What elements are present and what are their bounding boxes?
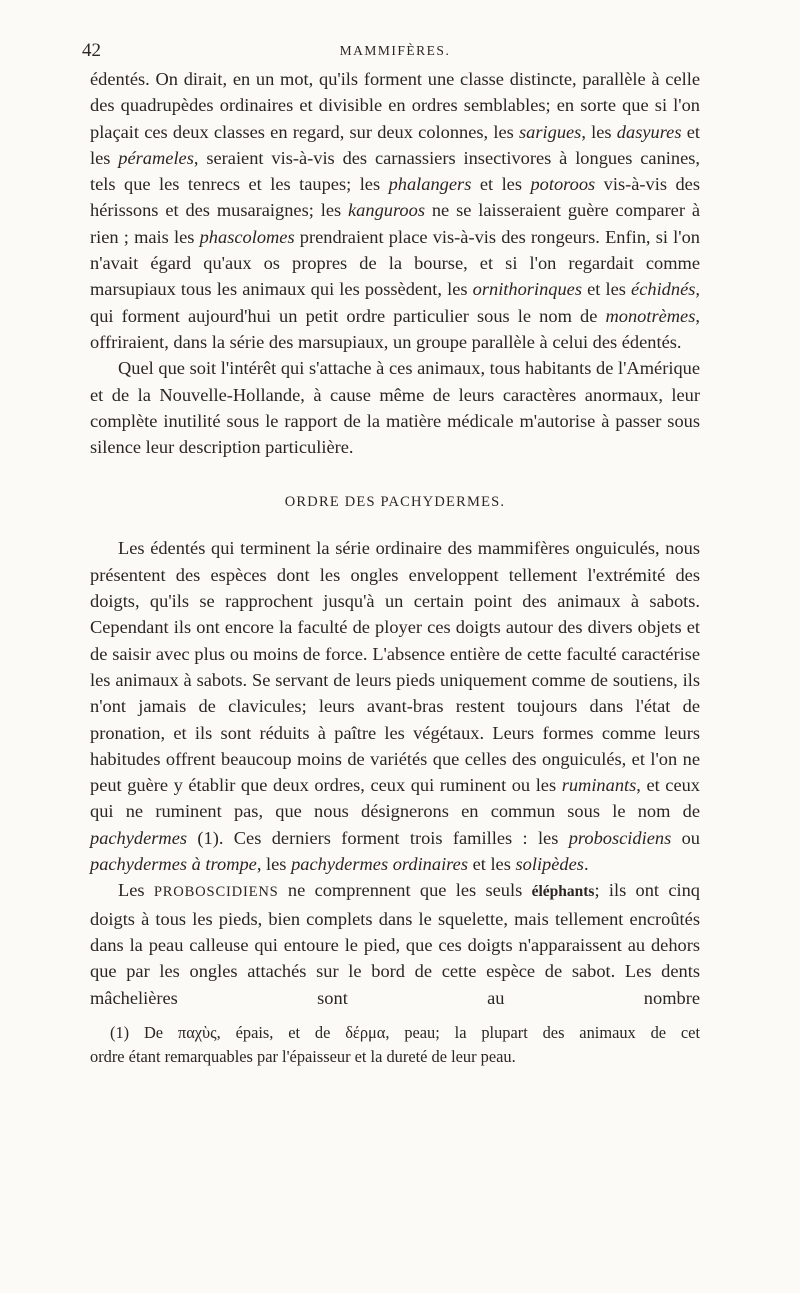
running-head: MAMMIFÈRES. [339,43,451,58]
paragraph-proboscidiens: Les PROBOSCIDIENS ne comprennent que les seuls éléphants; ils ont cinq doigts à tous les pieds, bien complets dans le squelette, mais tellement encroûtés dans la peau calleuse qui entoure le pied, que ces doigts n'apparaissent au dehors que par les ongles attachés sur le bord de cette espèce de sabot. Les dents mâchelières sont au nombre [90,880,700,1008]
section-title: ORDRE DES PACHYDERMES. [284,494,506,511]
paragraph-interet: Quel que soit l'intérêt qui s'attache à ces animaux, tous habitants de l'Amérique et de la Nouvelle-Hollande, à cause même de leurs caractères anormaux, leur complète inutilité sous le rapport de la matière médicale m'autorise à passer sous silence leur description particulière. [90,358,700,458]
footnote-line-1: (1) De παχὺς, épais, et de δέρμα, peau; la plupart des animaux de cet [110,1022,700,1042]
body-text [90,66,700,1011]
paragraph-pachydermes: Les édentés qui terminent la série ordinaire des mammifères onguiculés, nous présentent des espèces dont les ongles enveloppent tellement l'extrémité des doigts, qu'ils se rapprochent jusqu'à un certain point des animaux à sabots. Cependant ils ont encore la faculté de ployer ces doigts autour des divers objets et de saisir avec plus ou moins de force. L'absence entière de cette faculté caractérise les animaux à sabots. Se servant de leurs pieds uniquement comme de soutiens, ils n'ont jamais de clavicules; leurs avant-bras restent toujours dans l'état de pronation, et ils sont réduits à paître les végétaux. Leurs formes comme leurs habitudes offrent beaucoup moins de variétés que celles des onguiculés, et l'on ne peut guère y établir que deux ordres, ceux qui ruminent ou les ruminants, et ceux qui ne ruminent pas, que nous désignerons en commun sous le nom de pachydermes (1). Ces derniers forment trois familles : les proboscidiens ou pachydermes à trompe, les pachydermes ordinaires et les solipèdes. [90,538,701,875]
page-header [82,40,700,66]
paragraph-marsupiaux: édentés. On dirait, en un mot, qu'ils forment une classe distincte, parallèle à celle des quadrupèdes ordinaires et divisible en ordres semblables; en sorte que si l'on plaçait ces deux classes en regard, sur deux colonnes, les sarigues, les dasyures et les pérameles, seraient vis-à-vis des carnassiers insectivores à longues canines, tels que les tenrecs et les taupes; les phalangers et les potoroos vis-à-vis des hérissons et des musaraignes; les kanguroos ne se laisseraient guère comparer à rien ; mais les phascolomes prendraient place vis-à-vis des rongeurs. Enfin, si l'on n'avait égard qu'aux os propres de la bourse, et si l'on regardait comme marsupiaux tous les animaux qui les possèdent, les ornithorinques et les échidnés, qui forment aujourd'hui un petit ordre particulier sous le nom de monotrèmes, offriraient, dans la série des marsupiaux, un groupe parallèle à celui des édentés. [90,69,701,352]
book-page [82,40,701,1069]
footnote [90,1021,700,1069]
footnote-line-2: ordre étant remarquables par l'épaisseur et la dureté de leur peau. [90,1046,516,1066]
page-number: 42 [82,40,101,61]
